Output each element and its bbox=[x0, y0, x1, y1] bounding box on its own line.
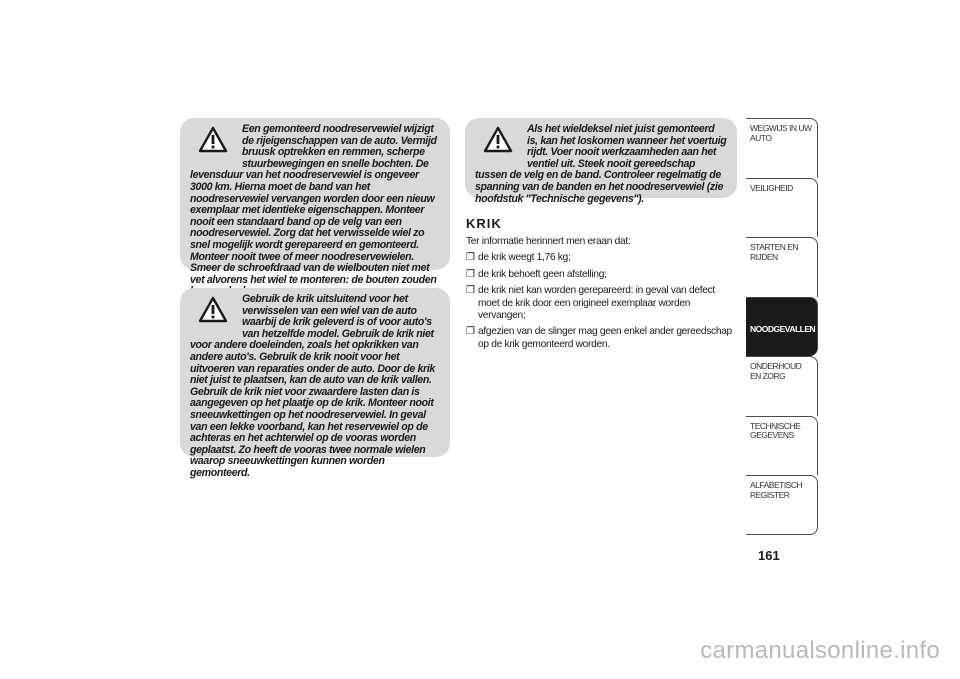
list-item bbox=[466, 326, 736, 351]
section-intro: Ter informatie herinnert men eraan dat: bbox=[466, 236, 631, 247]
tab-onderhoud-en-zorg[interactable]: ONDERHOUD EN ZORG bbox=[746, 356, 818, 416]
tab-wegwijs-in-uw-auto[interactable]: WEGWIJS IN UW AUTO bbox=[746, 118, 818, 178]
warning-box-jack-usage bbox=[180, 288, 450, 479]
watermark: carmanualsonline.info bbox=[700, 637, 940, 664]
tab-alfabetisch-register[interactable]: ALFABETISCH REGISTER bbox=[746, 475, 818, 535]
warning-box-spare-wheel bbox=[180, 118, 450, 286]
checkbox-square-icon: ❒ bbox=[466, 268, 475, 280]
section-title: KRIK bbox=[466, 216, 502, 231]
list-item-text: de krik niet kan worden gerepareerd: in geval van defect moet de krik door een origineel exemplaar worden vervangen; bbox=[478, 285, 715, 322]
checkbox-square-icon: ❒ bbox=[466, 326, 475, 338]
chapter-tabs bbox=[746, 118, 818, 535]
tab-noodgevallen[interactable]: NOODGEVALLEN bbox=[746, 297, 818, 357]
warning-box-wheel-cover bbox=[465, 118, 737, 205]
tab-starten-en-rijden[interactable]: STARTEN EN RIJDEN bbox=[746, 237, 818, 297]
list-item bbox=[466, 252, 736, 264]
warning-triangle-icon bbox=[190, 126, 236, 162]
list-item bbox=[466, 285, 736, 322]
page-number: 161 bbox=[758, 548, 780, 563]
tab-veiligheid[interactable]: VEILIGHEID bbox=[746, 178, 818, 238]
checkbox-square-icon: ❒ bbox=[466, 252, 475, 264]
section-body bbox=[466, 236, 736, 355]
list-item-text: afgezien van de slinger mag geen enkel ander gereedschap op de krik gemonteerd worden. bbox=[478, 326, 732, 350]
warning-triangle-icon bbox=[190, 296, 236, 332]
warning-text: Een gemonteerd noodreservewiel wijzigt de rijeigenschappen van de auto. Vermijd bruusk optrekken en remmen, scherpe stuurbewegingen en snelle bochten. De levensduur van het noodreservewiel is ongeveer 3000 km. Hierna moet de band van het noodreservewiel vervangen worden door een nieuw exemplaar met identieke eigenschappen. Monteer nooit een standaard band op de velg van een noodreservewiel. Zorg dat het verwisselde wiel zo snel mogelijk wordt gerepareerd en gemonteerd. Monteer nooit twee of meer noodreservewielen. Smeer de schroefdraad van de wielbouten niet met vet alvorens het wiel te monteren: de bouten zouden bbox=[190, 123, 437, 286]
list-item-text: de krik weegt 1,76 kg; bbox=[478, 252, 571, 264]
checkbox-square-icon: ❒ bbox=[466, 285, 475, 297]
warning-triangle-icon bbox=[475, 126, 521, 162]
list-item-text: de krik behoeft geen afstelling; bbox=[478, 268, 607, 280]
warning-text: Als het wieldeksel niet juist gemonteerd is, kan het loskomen wanneer het voertuig rijdt. Voer nooit werkzaamheden aan het ventiel uit. Steek nooit gereedschap tussen de velg en de band. Controleer regelmatig de spanning van de banden en het noodreservewiel (zie hoofdstuk "Technische gegevens"). bbox=[475, 123, 727, 205]
warning-text: Gebruik de krik uitsluitend voor het verwisselen van een wiel van de auto waarbij de krik geleverd is of voor auto's van hetzelfde model. Gebruik de krik niet voor andere doeleinden, zoals het opkrikken van andere auto's. Gebruik de krik nooit voor het uitvoeren van reparaties onder de auto. Door de krik niet juist te plaatsen, kan de auto van de krik vallen. Gebruik de krik niet voor zwaardere lasten dan is aangegeven op het plaatje op de krik. Monteer nooit sneeuwkettingen op het noodreservewiel. In geval van een lekke voorband, kan het reservewiel op de achteras en het achterwiel op de vooras worden geplaatst. Zo heeft de vooras twee normale wielen waarop sneeuwkettingen kunnen worden gemonteerd. bbox=[190, 293, 435, 479]
list-item bbox=[466, 269, 736, 281]
tab-technische-gegevens[interactable]: TECHNISCHE GEGEVENS bbox=[746, 416, 818, 476]
